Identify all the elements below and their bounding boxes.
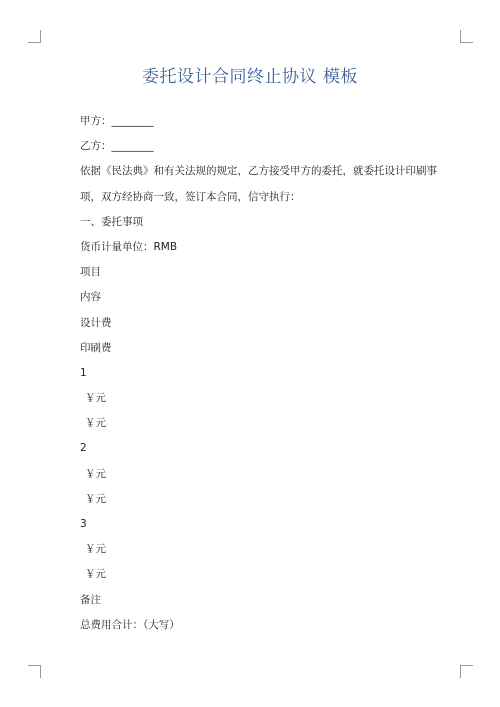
total-fee-line: 总费用合计：（大写） <box>80 618 180 631</box>
intro-paragraph: 依据《民法典》和有关法规的规定，乙方接受甲方的委托，就委托设计印刷事项，双方经协商一致，签订本合同，信守执行： <box>80 165 437 203</box>
crop-mark-bottom-right <box>460 665 473 678</box>
party-a-line: 甲方：________ <box>80 115 154 127</box>
row-number: 3 <box>80 518 87 531</box>
row-design-amount: ￥元 <box>85 543 106 556</box>
party-b-line: 乙方：________ <box>80 140 154 153</box>
row-design-amount: ￥元 <box>85 392 106 405</box>
column-item: 项目 <box>80 266 101 279</box>
row-number: 2 <box>80 442 87 455</box>
column-content: 内容 <box>80 291 101 304</box>
section-heading-commission: 一、委托事项 <box>80 215 143 228</box>
row-print-amount: ￥元 <box>85 568 106 581</box>
remark-label: 备注 <box>80 593 101 606</box>
document-body <box>80 113 445 642</box>
document-title: 委托设计合同终止协议 模板 <box>142 67 358 87</box>
row-design-amount: ￥元 <box>85 467 106 480</box>
row-print-amount: ￥元 <box>85 417 106 430</box>
crop-mark-bottom-left <box>28 665 41 678</box>
row-number: 1 <box>80 366 87 379</box>
crop-mark-top-right <box>460 30 473 43</box>
column-print-fee: 印刷费 <box>80 341 112 354</box>
row-print-amount: ￥元 <box>85 492 106 505</box>
crop-mark-top-left <box>28 30 41 43</box>
currency-unit-line: 货币计量单位：RMB <box>80 240 178 253</box>
column-design-fee: 设计费 <box>80 316 112 329</box>
